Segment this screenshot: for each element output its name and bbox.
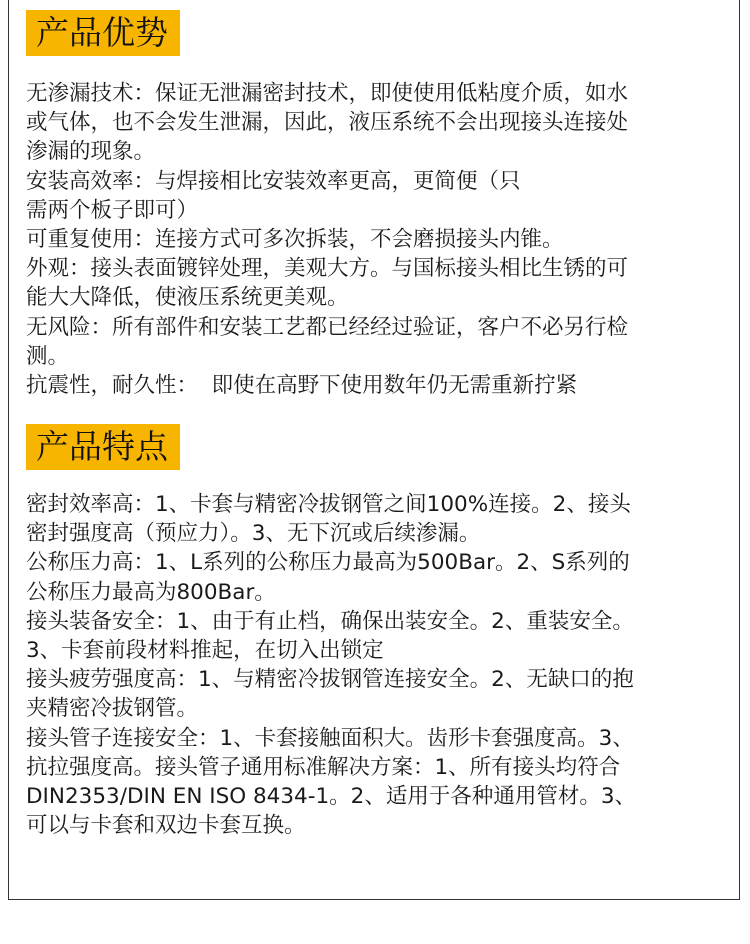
text-line: 测。	[26, 343, 70, 369]
features-text	[26, 490, 726, 840]
text-line: 抗拉强度高。接头管子通用标准解决方案：1、所有接头均符合	[26, 754, 621, 780]
text-line: 安装高效率：与焊接相比安装效率更高，更简便（只	[26, 168, 521, 194]
text-line: 无风险：所有部件和安装工艺都已经经过验证，客户不必另行检	[26, 314, 629, 340]
text-line: 或气体，也不会发生泄漏，因此，液压系统不会出现接头连接处	[26, 110, 629, 136]
text-line: 接头疲劳强度高：1、与精密冷拔钢管连接安全。2、无缺口的抱	[26, 667, 634, 693]
text-line: 接头管子连接安全：1、卡套接触面积大。齿形卡套强度高。3、	[26, 725, 634, 751]
text-line: 公称压力最高为800Bar。	[26, 579, 276, 605]
text-line: 无渗漏技术：保证无泄漏密封技术，即使使用低粘度介质，如水	[26, 81, 629, 106]
features-heading: 产品特点	[26, 424, 180, 470]
text-line: 渗漏的现象。	[26, 139, 156, 165]
text-line: 接头装备安全：1、由于有止档，确保出装安全。2、重装安全。	[26, 608, 634, 634]
text-line: 夹精密冷拔钢管。	[26, 696, 199, 722]
text-line: DIN2353/DIN EN ISO 8434-1。2、适用于各种通用管材。3、	[26, 784, 637, 810]
text-line: 密封强度高（预应力）。3、无下沉或后续渗漏。	[26, 521, 481, 547]
text-line: 能大大降低，使液压系统更美观。	[26, 285, 349, 311]
text-line: 公称压力高：1、L系列的公称压力最高为500Bar。2、S系列的	[26, 550, 630, 576]
text-line: 可重复使用：连接方式可多次拆装，不会磨损接头内锥。	[26, 227, 564, 253]
text-line: 3、卡套前段材料推起，在切入出锁定	[26, 638, 384, 664]
advantages-heading: 产品优势	[26, 10, 180, 56]
text-line: 需两个板子即可）	[26, 197, 199, 223]
text-line: 外观：接头表面镀锌处理，美观大方。与国标接头相比生锈的可	[26, 256, 629, 282]
advantages-text	[26, 79, 726, 400]
text-line: 抗震性，耐久性： 即使在高野下使用数年仍无需重新拧紧	[26, 373, 578, 399]
text-line: 可以与卡套和双边卡套互换。	[26, 813, 306, 839]
text-line: 密封效率高：1、卡套与精密冷拔钢管之间100%连接。2、接头	[26, 492, 631, 517]
